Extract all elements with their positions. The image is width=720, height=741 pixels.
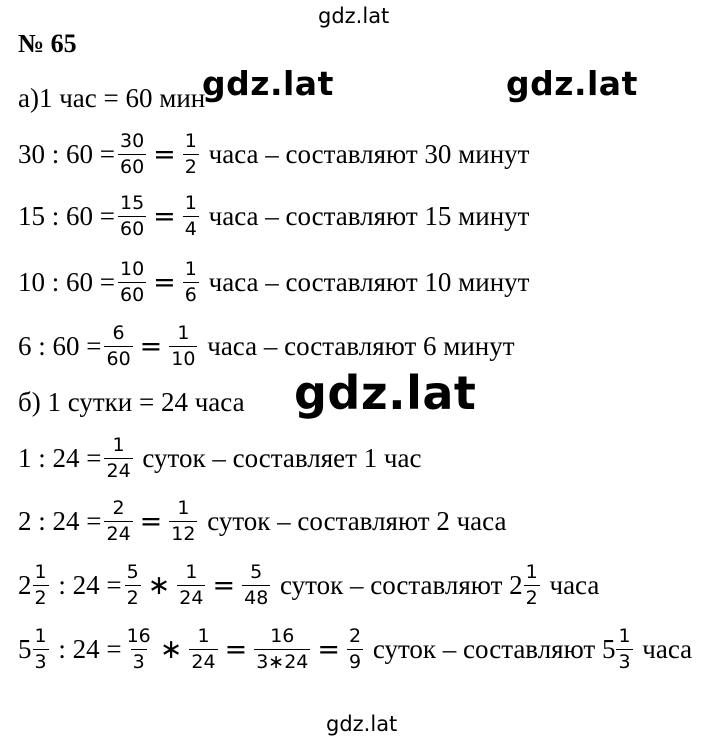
denominator: 24 bbox=[179, 586, 204, 609]
part-a-intro: а)1 час = 60 мин bbox=[18, 82, 206, 113]
numerator: 1 bbox=[177, 496, 190, 519]
numerator: 10 bbox=[119, 257, 145, 280]
denominator: 2 bbox=[34, 586, 47, 609]
watermark-top: gdz.lat bbox=[318, 4, 390, 28]
result-tail: часа bbox=[542, 569, 600, 600]
denominator: 60 bbox=[119, 217, 145, 240]
expression-lhs: 15 : 60 = bbox=[18, 200, 115, 231]
part-b-row-3 bbox=[18, 555, 599, 615]
numerator: 6 bbox=[112, 321, 125, 344]
expression-lhs: 2 : 24 = bbox=[18, 505, 102, 536]
equals-sign: = bbox=[212, 569, 236, 601]
watermark-upper-right: gdz.lat bbox=[506, 64, 638, 103]
numerator: 1 bbox=[34, 624, 47, 647]
whole-part: 2 bbox=[509, 569, 523, 600]
denominator: 2 bbox=[184, 155, 197, 178]
expression-lhs: : 24 = bbox=[51, 569, 122, 600]
part-a-row-3 bbox=[18, 252, 529, 312]
fraction bbox=[104, 433, 132, 482]
watermark-middle: gdz.lat bbox=[294, 366, 477, 420]
expression-lhs: : 24 = bbox=[51, 633, 122, 664]
fraction bbox=[33, 560, 49, 609]
fraction bbox=[524, 560, 540, 609]
numerator: 1 bbox=[197, 624, 210, 647]
denominator: 2 bbox=[126, 586, 139, 609]
equals-sign: = bbox=[153, 266, 176, 298]
fraction bbox=[169, 321, 197, 370]
whole-part: 2 bbox=[18, 569, 32, 600]
fraction bbox=[104, 321, 132, 370]
expression-lhs: 30 : 60 = bbox=[18, 138, 115, 169]
denominator: 60 bbox=[119, 155, 145, 178]
result-text: часа – составляют 30 минут bbox=[201, 138, 530, 169]
fraction bbox=[118, 129, 146, 178]
whole-part: 5 bbox=[18, 633, 32, 664]
numerator: 16 bbox=[270, 624, 295, 647]
fraction bbox=[616, 624, 632, 673]
fraction bbox=[118, 257, 146, 306]
denominator: 6 bbox=[184, 283, 197, 306]
task-number: № 65 bbox=[18, 29, 77, 58]
equals-sign: = bbox=[139, 330, 163, 362]
result-text: суток – составляют 2 часа bbox=[200, 505, 507, 536]
denominator: 24 bbox=[106, 522, 131, 545]
equals-sign: = bbox=[139, 505, 163, 537]
expression-lhs: 6 : 60 = bbox=[18, 330, 102, 361]
fraction bbox=[347, 624, 363, 673]
numerator: 1 bbox=[34, 560, 47, 583]
mixed-number bbox=[18, 624, 52, 673]
fraction bbox=[254, 624, 310, 673]
denominator: 4 bbox=[184, 217, 197, 240]
fraction bbox=[183, 129, 199, 178]
numerator: 30 bbox=[119, 129, 145, 152]
part-b-row-2 bbox=[18, 491, 506, 551]
denominator: 24 bbox=[106, 459, 131, 482]
numerator: 16 bbox=[126, 624, 151, 647]
numerator: 2 bbox=[112, 496, 125, 519]
mixed-number bbox=[509, 560, 543, 609]
part-b-row-4 bbox=[18, 619, 692, 679]
fraction bbox=[118, 191, 146, 240]
numerator: 1 bbox=[184, 257, 197, 280]
denominator: 12 bbox=[171, 522, 196, 545]
denominator: 3 bbox=[34, 650, 47, 673]
fraction bbox=[104, 496, 132, 545]
fraction bbox=[242, 560, 270, 609]
multiply-sign: ∗ bbox=[147, 569, 171, 601]
denominator: 3∗24 bbox=[256, 650, 309, 673]
result-text: часа – составляют 6 минут bbox=[200, 330, 515, 361]
numerator: 1 bbox=[184, 191, 197, 214]
numerator: 1 bbox=[112, 433, 125, 456]
numerator: 15 bbox=[119, 191, 145, 214]
watermark-bottom: gdz.lat bbox=[326, 712, 398, 736]
denominator: 9 bbox=[349, 650, 362, 673]
result-text: суток – составляет 1 час bbox=[135, 442, 422, 473]
numerator: 5 bbox=[250, 560, 263, 583]
part-a-row-1 bbox=[18, 124, 529, 184]
denominator: 48 bbox=[244, 586, 269, 609]
denominator: 24 bbox=[191, 650, 216, 673]
part-a-row-2 bbox=[18, 186, 529, 246]
result-text: суток – составляют bbox=[273, 569, 510, 600]
denominator: 10 bbox=[171, 347, 196, 370]
denominator: 60 bbox=[119, 283, 145, 306]
fraction bbox=[183, 257, 199, 306]
watermark-upper-left: gdz.lat bbox=[202, 64, 334, 103]
fraction bbox=[177, 560, 205, 609]
part-b-intro: б) 1 сутки = 24 часа bbox=[18, 386, 245, 417]
equals-sign: = bbox=[317, 633, 341, 665]
equals-sign: = bbox=[153, 138, 176, 170]
numerator: 1 bbox=[177, 321, 190, 344]
result-text: часа – составляют 15 минут bbox=[201, 200, 530, 231]
fraction bbox=[183, 191, 199, 240]
part-a-row-4 bbox=[18, 316, 515, 376]
equals-sign: = bbox=[224, 633, 248, 665]
multiply-sign: ∗ bbox=[159, 633, 183, 665]
fraction bbox=[33, 624, 49, 673]
denominator: 2 bbox=[525, 586, 538, 609]
equals-sign: = bbox=[153, 200, 176, 232]
numerator: 1 bbox=[618, 624, 631, 647]
result-tail: часа bbox=[635, 633, 693, 664]
expression-lhs: 10 : 60 = bbox=[18, 266, 115, 297]
expression-lhs: 1 : 24 = bbox=[18, 442, 102, 473]
part-b-row-1 bbox=[18, 428, 421, 488]
fraction bbox=[125, 560, 141, 609]
fraction bbox=[169, 496, 197, 545]
numerator: 2 bbox=[349, 624, 362, 647]
numerator: 1 bbox=[525, 560, 538, 583]
denominator: 60 bbox=[106, 347, 131, 370]
fraction bbox=[125, 624, 153, 673]
whole-part: 5 bbox=[601, 633, 616, 664]
numerator: 1 bbox=[185, 560, 198, 583]
mixed-number bbox=[18, 560, 52, 609]
numerator: 5 bbox=[126, 560, 139, 583]
fraction bbox=[189, 624, 217, 673]
mixed-number bbox=[601, 624, 636, 673]
result-text: часа – составляют 10 минут bbox=[201, 266, 530, 297]
denominator: 3 bbox=[132, 650, 145, 673]
result-text: суток – составляют bbox=[366, 633, 602, 664]
numerator: 1 bbox=[184, 129, 197, 152]
denominator: 3 bbox=[618, 650, 631, 673]
